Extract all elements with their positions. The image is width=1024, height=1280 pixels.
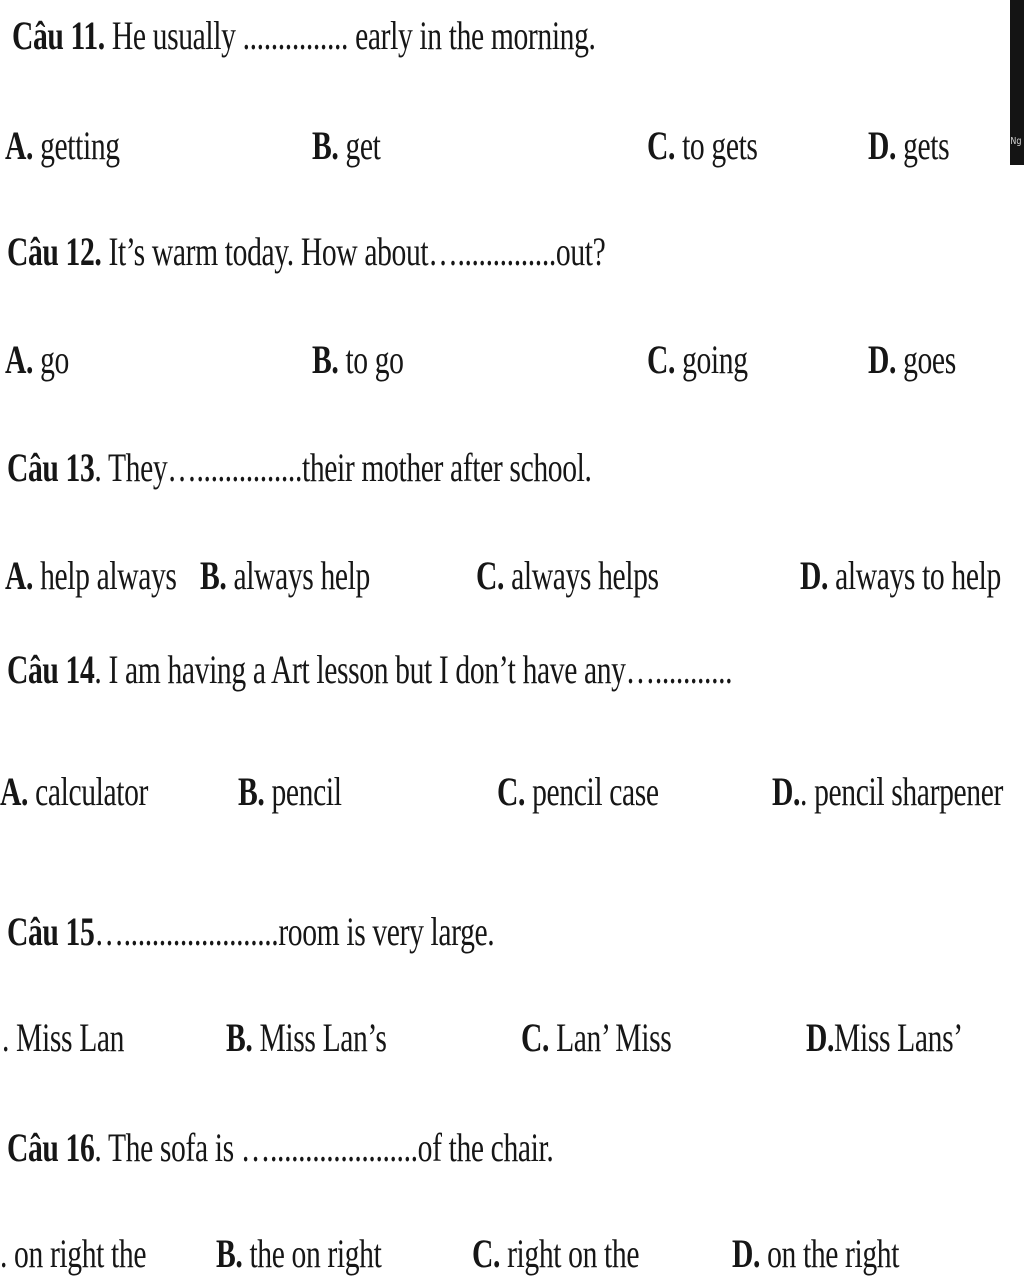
option-a — [5, 123, 120, 168]
option-text: pencil case — [525, 769, 659, 814]
option-b — [312, 337, 404, 382]
question-11 — [12, 13, 596, 58]
option-a — [0, 769, 149, 814]
option-letter: D. — [868, 337, 897, 382]
option-letter: B. — [226, 1015, 253, 1060]
option-text: always help — [226, 553, 370, 598]
option-letter: B. — [312, 337, 339, 382]
question-label: Câu 16 — [7, 1125, 95, 1170]
option-letter: D. — [732, 1231, 761, 1276]
option-text: . pencil sharpener — [800, 769, 1003, 814]
question-text: He usually ............... early in the morning. — [104, 13, 596, 58]
option-letter: C. — [647, 337, 676, 382]
option-a — [0, 1231, 147, 1276]
option-text: Lan’ Miss — [549, 1015, 672, 1060]
question-text: . They…...............their mother after school. — [94, 445, 592, 490]
option-text: always to help — [828, 553, 1001, 598]
question-14 — [7, 647, 733, 692]
option-text: to gets — [675, 123, 758, 168]
option-d — [800, 553, 1001, 598]
option-letter: D. — [800, 553, 829, 598]
option-c — [472, 1231, 640, 1276]
question-16 — [7, 1125, 554, 1170]
option-text: Miss Lan’s — [252, 1015, 387, 1060]
option-c — [647, 337, 748, 382]
option-letter: B. — [312, 123, 339, 168]
option-text: help always — [33, 553, 177, 598]
option-letter: A. — [5, 337, 34, 382]
option-letter: D. — [868, 123, 897, 168]
option-text: calculator — [28, 769, 149, 814]
option-d — [806, 1015, 963, 1060]
option-text: . on right the — [0, 1231, 147, 1276]
option-text: goes — [896, 337, 956, 382]
option-d — [868, 123, 950, 168]
option-a — [2, 1015, 125, 1060]
option-letter: D. — [772, 769, 801, 814]
option-text: go — [33, 337, 69, 382]
question-label: Câu 15 — [7, 909, 95, 954]
question-text: . I am having a Art lesson but I don’t have any…........... — [94, 647, 733, 692]
option-letter: C. — [472, 1231, 501, 1276]
option-a — [5, 553, 177, 598]
option-text: always helps — [504, 553, 659, 598]
option-letter: D. — [806, 1015, 835, 1060]
option-b — [226, 1015, 387, 1060]
option-text: going — [675, 337, 748, 382]
option-d — [868, 337, 956, 382]
option-letter: C. — [497, 769, 526, 814]
option-c — [476, 553, 659, 598]
option-letter: C. — [647, 123, 676, 168]
option-text: pencil — [264, 769, 342, 814]
option-c — [521, 1015, 672, 1060]
option-c — [647, 123, 758, 168]
option-text: get — [338, 123, 381, 168]
edge-label: Ng — [1010, 136, 1022, 147]
question-label: Câu 12. — [7, 229, 102, 274]
option-text: to go — [338, 337, 404, 382]
option-text: . Miss Lan — [2, 1015, 125, 1060]
option-letter: A. — [5, 553, 34, 598]
question-text: It’s warm today. How about…..............out? — [101, 229, 606, 274]
question-text: . The sofa is ….....................of the chair. — [94, 1125, 554, 1170]
question-13 — [7, 445, 592, 490]
option-text: getting — [33, 123, 120, 168]
option-b — [200, 553, 370, 598]
question-12 — [7, 229, 606, 274]
option-d — [732, 1231, 900, 1276]
option-letter: B. — [238, 769, 265, 814]
option-b — [216, 1231, 382, 1276]
option-text: on the right — [760, 1231, 900, 1276]
option-text: the on right — [242, 1231, 382, 1276]
question-text: …......................room is very large. — [94, 909, 495, 954]
option-text: Miss Lans’ — [834, 1015, 963, 1060]
option-letter: A. — [5, 123, 34, 168]
option-letter: C. — [476, 553, 505, 598]
option-letter: B. — [216, 1231, 243, 1276]
option-d — [772, 769, 1003, 814]
question-label: Câu 14 — [7, 647, 95, 692]
question-label: Câu 13 — [7, 445, 95, 490]
option-letter: A. — [0, 769, 29, 814]
option-text: right on the — [500, 1231, 640, 1276]
question-label: Câu 11. — [12, 13, 105, 58]
option-a — [5, 337, 69, 382]
question-15 — [7, 909, 495, 954]
option-b — [238, 769, 342, 814]
option-b — [312, 123, 381, 168]
option-c — [497, 769, 659, 814]
option-text: gets — [896, 123, 950, 168]
option-letter: B. — [200, 553, 227, 598]
option-letter: C. — [521, 1015, 550, 1060]
